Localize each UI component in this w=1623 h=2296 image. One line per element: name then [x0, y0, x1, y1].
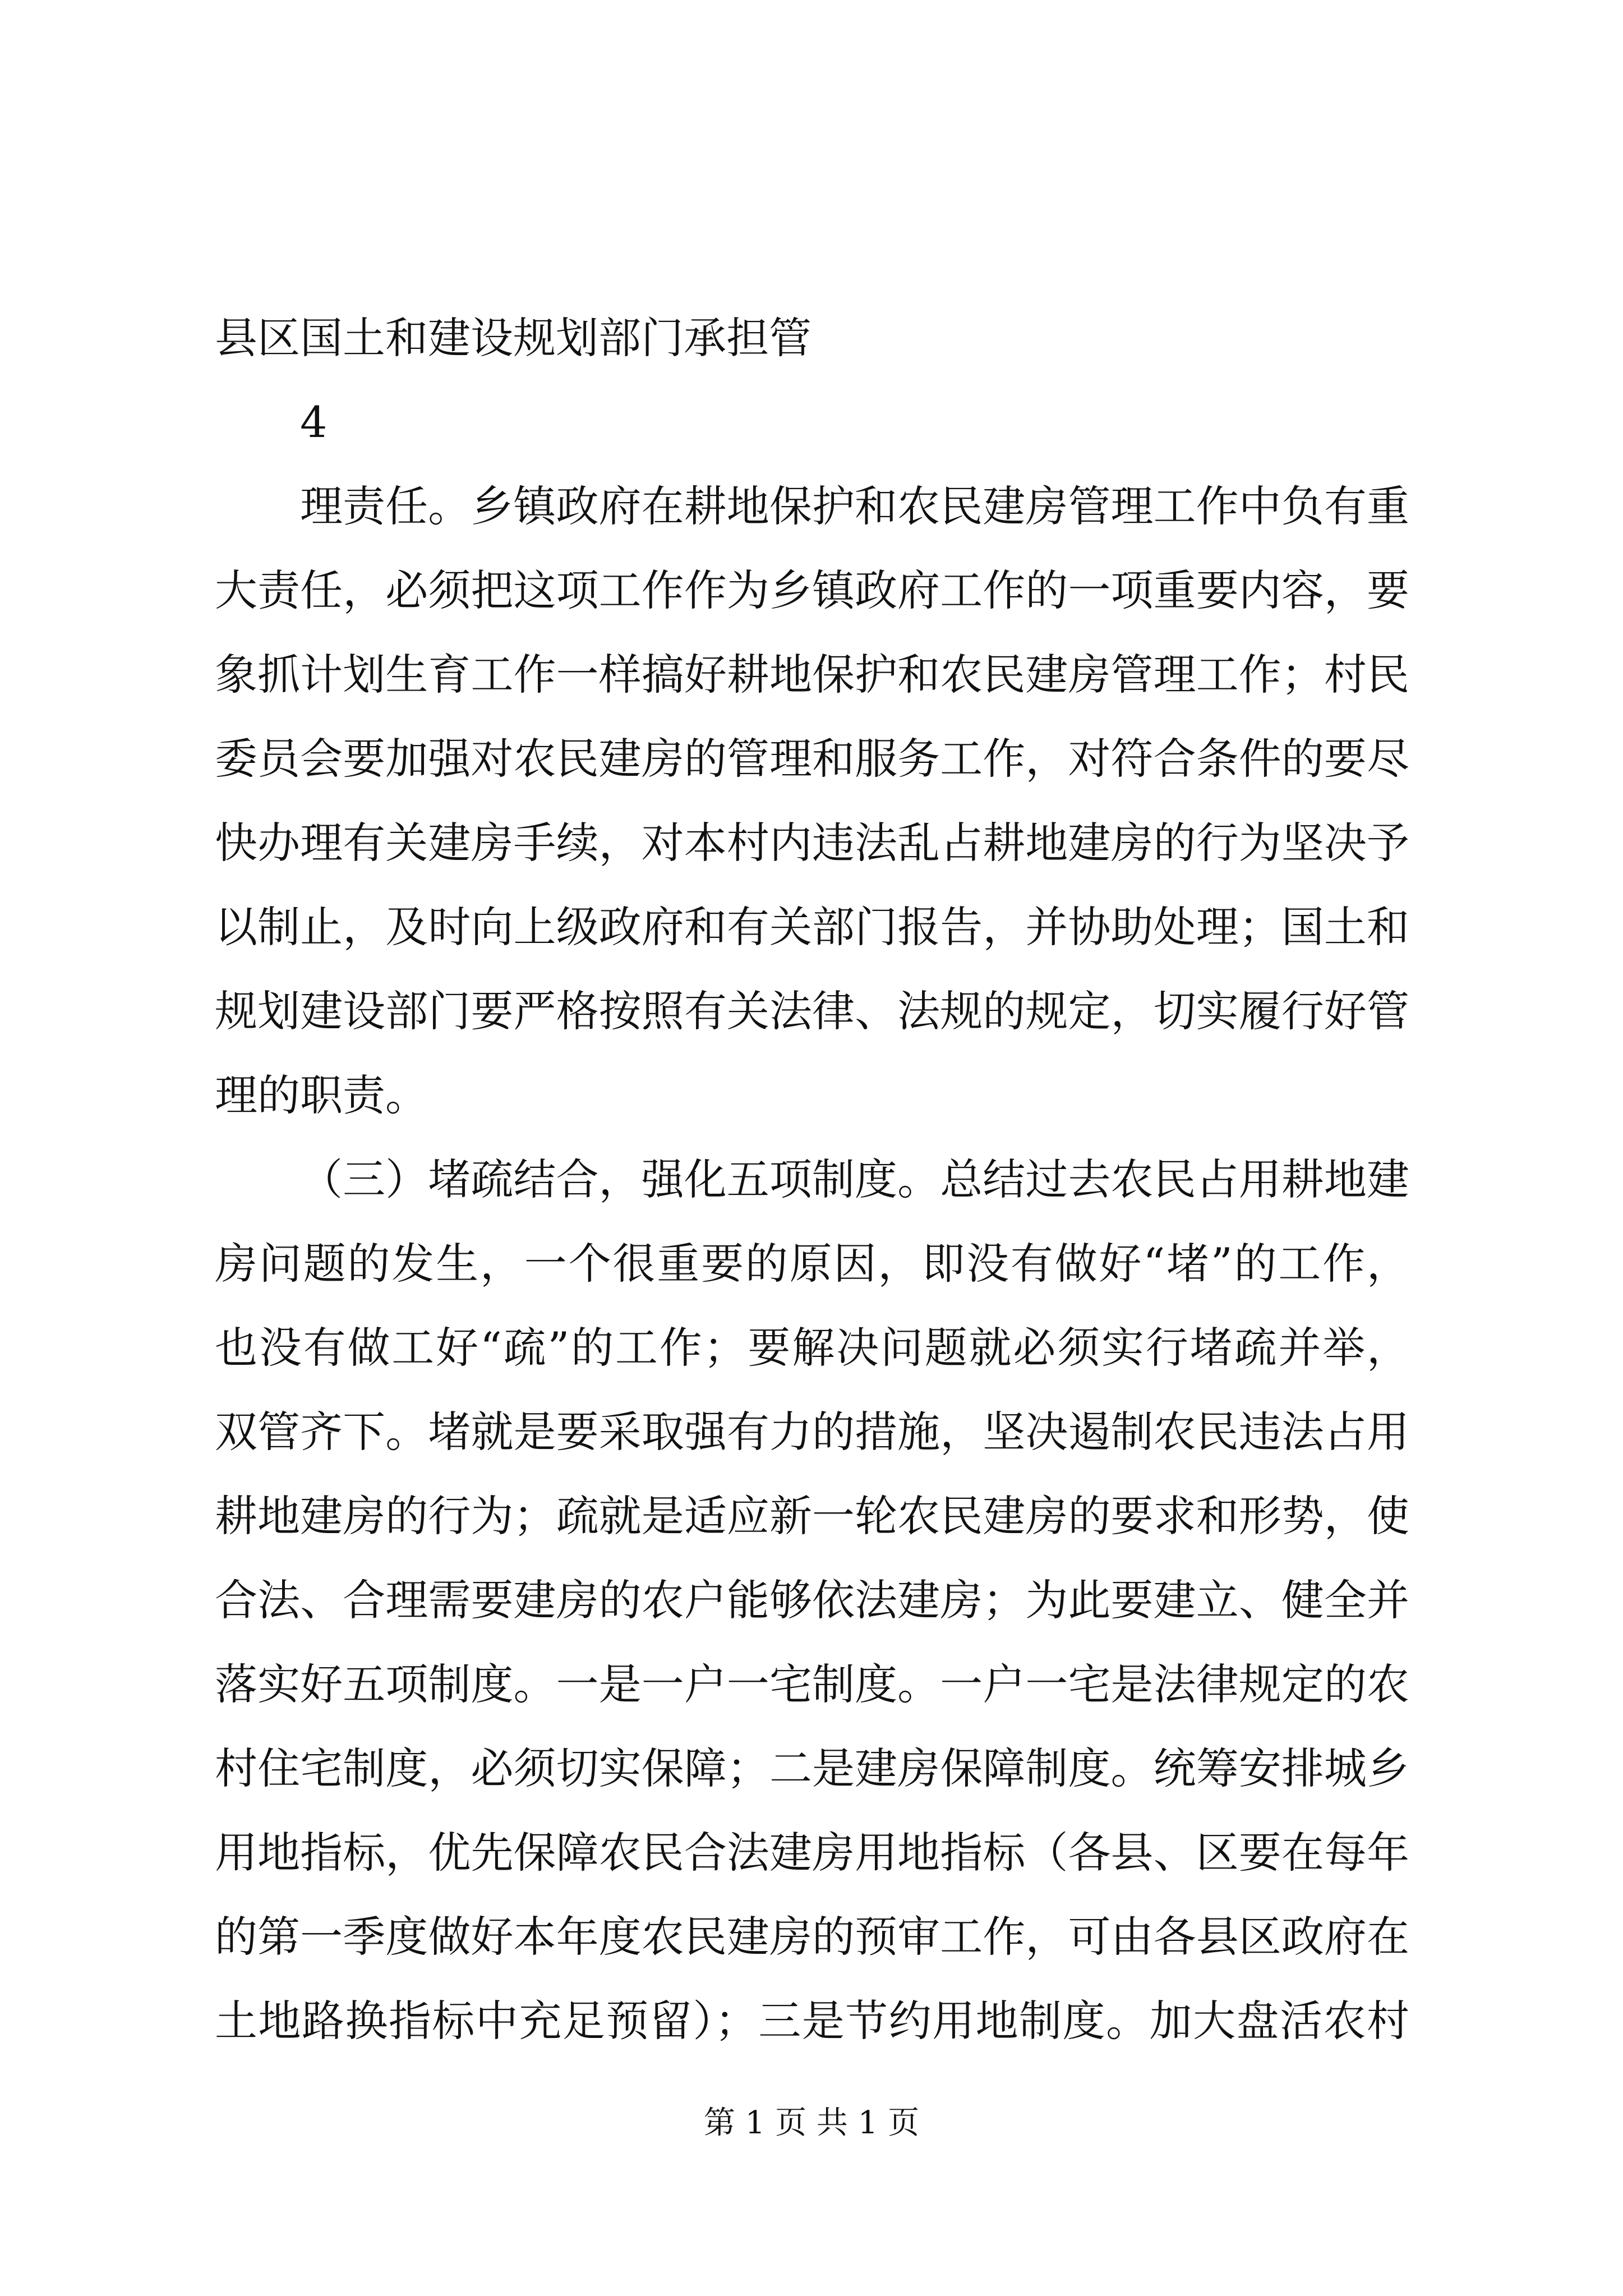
paragraph-line: 土地路换指标中充足预留）；三是节约用地制度。加大盘活农村 [215, 1996, 1409, 2046]
paragraph-line: 房问题的发生，一个很重要的原因，即没有做好“堵”的工作， [215, 1239, 1409, 1289]
paragraph-line: 委员会要加强对农民建房的管理和服务工作，对符合条件的要尽 [215, 734, 1409, 784]
paragraph-line: 以制止，及时向上级政府和有关部门报告，并协助处理；国土和 [215, 902, 1409, 952]
paragraph-2 [215, 1138, 1409, 2063]
document-body [215, 296, 1409, 2063]
paragraph-line: 理责任。乡镇政府在耕地保护和农民建房管理工作中负有重 [300, 481, 1409, 531]
paragraph-line: 大责任，必须把这项工作作为乡镇政府工作的一项重要内容，要 [215, 565, 1409, 615]
paragraph-line: 合法、合理需要建房的农户能够依法建房；为此要建立、健全并 [215, 1575, 1409, 1625]
paragraph-line: 耕地建房的行为；疏就是适应新一轮农民建房的要求和形势，使 [215, 1491, 1409, 1541]
paragraph-line: 理的职责。 [215, 1070, 428, 1120]
paragraph-line: 快办理有关建房手续，对本村内违法乱占耕地建房的行为坚决予 [215, 818, 1409, 868]
heading-line: 县区国土和建设规划部门承担管 [215, 313, 811, 363]
paragraph-line: 用地指标，优先保障农民合法建房用地指标（各县、区要在每年 [215, 1828, 1409, 1878]
paragraph-line: 双管齐下。堵就是要采取强有力的措施，坚决遏制农民违法占用 [215, 1407, 1409, 1457]
paragraph-line: 象抓计划生育工作一样搞好耕地保护和农民建房管理工作；村民 [215, 650, 1409, 700]
page-footer: 第 1 页 共 1 页 [703, 2105, 920, 2141]
paragraph-1 [215, 464, 1409, 1138]
paragraph-line: 的第一季度做好本年度农民建房的预审工作，可由各县区政府在 [215, 1912, 1409, 1962]
page-marker: 4 [300, 397, 328, 447]
paragraph-line: 村住宅制度，必须切实保障；二是建房保障制度。统筹安排城乡 [215, 1743, 1409, 1793]
paragraph-line: 落实好五项制度。一是一户一宅制度。一户一宅是法律规定的农 [215, 1659, 1409, 1709]
paragraph-line: 规划建设部门要严格按照有关法律、法规的规定，切实履行好管 [215, 986, 1409, 1036]
paragraph-line: 也没有做工好“疏”的工作；要解决问题就必须实行堵疏并举， [215, 1323, 1409, 1373]
paragraph-line: （三）堵疏结合，强化五项制度。总结过去农民占用耕地建 [300, 1154, 1409, 1204]
